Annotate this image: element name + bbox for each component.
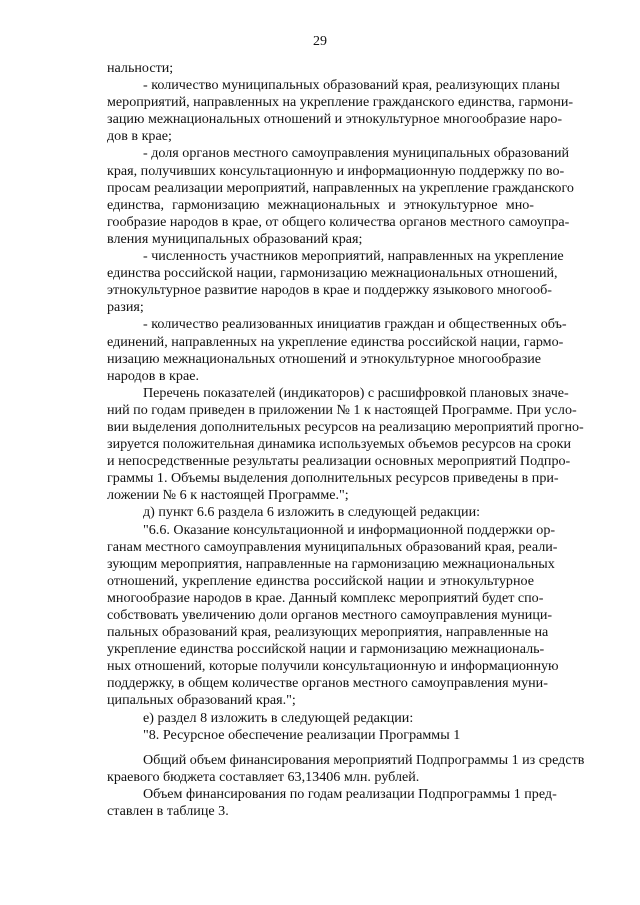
text-line: Общий объем финансирования мероприятий Подпрограммы 1 из средств: [143, 751, 585, 768]
text-line: зующим мероприятия, направленные на гармонизацию межнациональных: [107, 555, 555, 572]
paragraph-gap: [107, 744, 534, 752]
text-line: ний по годам приведен в приложении № 1 к настоящей Программе. При усло-: [107, 401, 577, 418]
text-line: вии выделения дополнительных ресурсов на реализацию мероприятий прогно-: [107, 418, 584, 435]
text-line: единства российской нации, гармонизацию межнациональных отношений,: [107, 265, 558, 282]
text-line: д) пункт 6.6 раздела 6 изложить в следующей редакции:: [143, 504, 481, 521]
text-line: ганам местного самоуправления муниципальных образований края, реали-: [107, 538, 558, 555]
text-line: народов в крае.: [107, 367, 199, 384]
text-line: разия;: [107, 299, 144, 316]
text-line: "6.6. Оказание консультационной и информационной поддержки ор-: [143, 521, 556, 538]
text-line: - доля органов местного самоуправления муниципальных образований: [143, 145, 570, 162]
text-line: - количество муниципальных образований края, реализующих планы: [143, 77, 560, 94]
text-line: зируется положительная динамика используемых объемов ресурсов на сроки: [107, 436, 572, 453]
text-line: низацию межнациональных отношений и этнокультурное многообразие: [107, 350, 542, 367]
text-line: ставлен в таблице 3.: [107, 803, 229, 820]
text-line: Объем финансирования по годам реализации Подпрограммы 1 пред-: [143, 785, 557, 802]
text-line: просам реализации мероприятий, направленных на укрепление гражданского: [107, 179, 574, 196]
text-line: и непосредственные результаты реализации основных мероприятий Подпро-: [107, 453, 571, 470]
text-line: единства, гармонизацию межнациональных и этнокультурное мно-: [107, 196, 534, 213]
text-line: края, получивших консультационную и информационную поддержку по во-: [107, 162, 565, 179]
text-line: зацию межнациональных отношений и этнокультурное многообразие наро-: [107, 111, 563, 128]
text-line: вления муниципальных образований края;: [107, 230, 363, 247]
text-line: мероприятий, направленных на укрепление гражданского единства, гармони-: [107, 94, 574, 111]
text-line: краевого бюджета составляет 63,13406 млн. рублей.: [107, 768, 420, 785]
text-line: нальности;: [107, 60, 174, 76]
text-line: - количество реализованных инициатив граждан и общественных объ-: [143, 316, 567, 333]
text-line: укрепление единства российской нации и гармонизацию межнациональ-: [107, 641, 545, 658]
text-line: ных отношений, которые получили консультационную и информационную: [107, 658, 559, 675]
text-line: этнокультурное развитие народов в крае и поддержку языкового многооб-: [107, 282, 552, 299]
text-line: многообразие народов в крае. Данный комплекс мероприятий будет спо-: [107, 589, 544, 606]
text-line: пальных образований края, реализующих мероприятия, направленные на: [107, 624, 549, 641]
text-line: отношений, укрепление единства российской нации и этнокультурное: [107, 572, 534, 589]
text-line: "8. Ресурсное обеспечение реализации Программы 1: [143, 726, 461, 743]
text-line: поддержку, в общем количестве органов местного самоуправления муни-: [107, 675, 548, 692]
text-line: собствовать увеличению доли органов местного самоуправления муници-: [107, 607, 553, 623]
text-line: дов в крае;: [107, 128, 172, 145]
text-line: граммы 1. Объемы выделения дополнительных ресурсов приведены в при-: [107, 470, 559, 487]
text-line: единений, направленных на укрепление единства российской нации, гармо-: [107, 333, 564, 350]
text-line: гообразие народов в крае, от общего количества органов местного самоупра-: [107, 213, 570, 230]
text-line: ципальных образований края.";: [107, 692, 296, 709]
text-line: ложении № 6 к настоящей Программе.";: [107, 487, 349, 504]
text-line: - численность участников мероприятий, направленных на укрепление: [143, 248, 564, 265]
text-line: е) раздел 8 изложить в следующей редакции:: [143, 709, 414, 726]
text-line: Перечень показателей (индикаторов) с расшифровкой плановых значе-: [143, 384, 569, 401]
body-text: [107, 60, 585, 820]
page-number: 29: [313, 34, 327, 49]
